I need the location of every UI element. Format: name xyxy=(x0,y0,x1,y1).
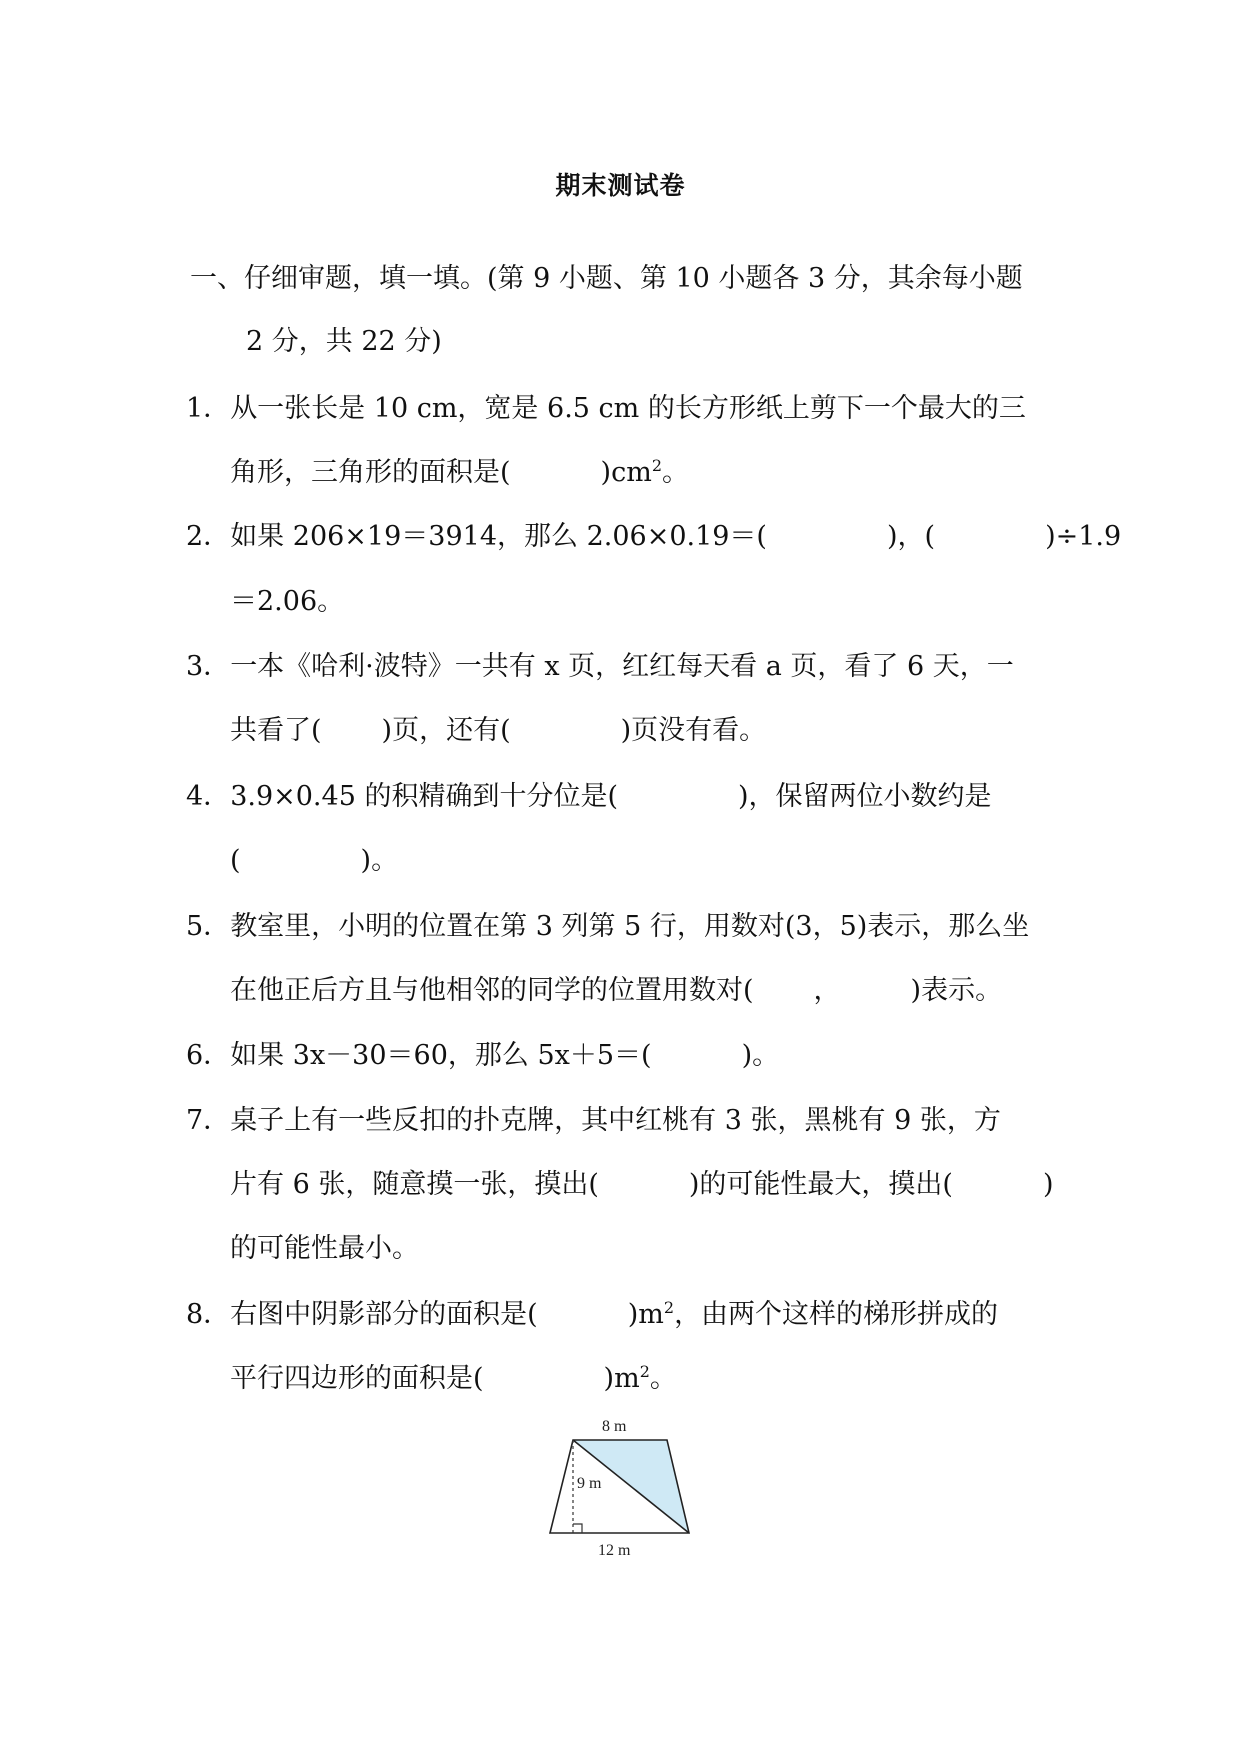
question-text: ) xyxy=(1042,1169,1054,1200)
question-text: 3.9×0.45 的积精确到十分位是( xyxy=(230,781,618,812)
question-text: )的可能性最大，摸出( xyxy=(688,1169,953,1200)
question-number: 4． xyxy=(186,781,231,812)
question-text: 一本《哈利·波特》一共有 x 页，红红每天看 a 页，看了 6 天，一 xyxy=(230,651,1014,682)
question-text: )。 xyxy=(360,845,399,876)
question-4-line-2 xyxy=(230,844,398,878)
question-number: 3． xyxy=(186,651,231,682)
question-text: )页，还有( xyxy=(381,715,511,746)
question-6-line-1 xyxy=(186,1039,779,1073)
question-text: ，由两个这样的梯形拼成的 xyxy=(674,1299,999,1330)
question-3-line-1 xyxy=(186,650,1014,684)
question-text: 如果 206×19＝3914，那么 2.06×0.19＝( xyxy=(230,521,767,552)
question-text: )m xyxy=(627,1299,664,1330)
superscript: 2 xyxy=(663,1298,675,1317)
question-text: 。 xyxy=(662,457,689,488)
question-5-line-1 xyxy=(186,910,1029,944)
question-text: )。 xyxy=(741,1040,780,1071)
question-text: 教室里，小明的位置在第 3 列第 5 行，用数对(3，5)表示，那么坐 xyxy=(230,911,1030,942)
question-3-line-2 xyxy=(230,714,766,748)
question-text: )页没有看。 xyxy=(620,715,767,746)
question-number: 8． xyxy=(186,1299,231,1330)
question-8-line-2 xyxy=(230,1362,677,1396)
question-text: 角形，三角形的面积是( xyxy=(230,457,511,488)
question-text: 如果 3x－30＝60，那么 5x＋5＝( xyxy=(230,1040,652,1071)
question-7-line-3: 的可能性最小。 xyxy=(230,1233,419,1264)
question-7-line-2 xyxy=(230,1168,1054,1202)
question-text: 片有 6 张，随意摸一张，摸出( xyxy=(230,1169,599,1200)
question-8-line-1 xyxy=(186,1298,998,1332)
question-7-line-1 xyxy=(186,1104,1001,1138)
question-number: 1． xyxy=(186,393,231,424)
question-text: 平行四边形的面积是( xyxy=(230,1363,484,1394)
question-text: )÷1.9 xyxy=(1045,521,1122,552)
question-text: 。 xyxy=(649,1363,677,1394)
question-text: 在他正后方且与他相邻的同学的位置用数对( xyxy=(230,975,754,1006)
question-text: )表示。 xyxy=(910,975,1003,1006)
section-heading-cont: 2 分，共 22 分) xyxy=(246,326,442,357)
question-number: 7． xyxy=(186,1105,231,1136)
question-text: 从一张长是 10 cm，宽是 6.5 cm 的长方形纸上剪下一个最大的三 xyxy=(230,393,1026,424)
question-1-line-2 xyxy=(230,456,689,490)
question-5-line-2 xyxy=(230,974,1002,1008)
question-text: ， xyxy=(813,975,841,1006)
question-text: )，保留两位小数约是 xyxy=(737,781,992,812)
top-length-label: 8 m xyxy=(602,1418,627,1435)
section-heading: 一、仔细审题，填一填。(第 9 小题、第 10 小题各 3 分，其余每小题 xyxy=(190,263,1023,294)
question-text: )，( xyxy=(886,521,936,552)
question-text: ( xyxy=(230,845,241,876)
question-text: )m xyxy=(603,1363,640,1394)
question-number: 5． xyxy=(186,911,231,942)
trapezoid-figure xyxy=(540,1410,710,1570)
question-text: )cm xyxy=(600,457,652,488)
question-text: 共看了( xyxy=(230,715,322,746)
question-1-line-1 xyxy=(186,392,1026,426)
question-number: 2． xyxy=(186,521,231,552)
question-4-line-1 xyxy=(186,780,992,814)
superscript: 2 xyxy=(651,456,662,475)
superscript: 2 xyxy=(639,1362,650,1381)
height-label: 9 m xyxy=(577,1475,602,1492)
right-angle-mark xyxy=(573,1524,582,1533)
page-title: 期末测试卷 xyxy=(555,171,686,200)
question-number: 6． xyxy=(186,1040,231,1071)
bottom-length-label: 12 m xyxy=(598,1542,631,1559)
question-text: 桌子上有一些反扣的扑克牌，其中红桃有 3 张，黑桃有 9 张，方 xyxy=(230,1105,1001,1136)
question-2-line-2: ＝2.06。 xyxy=(230,586,345,617)
question-text: 右图中阴影部分的面积是( xyxy=(230,1299,538,1330)
question-2-line-1 xyxy=(186,520,1121,554)
